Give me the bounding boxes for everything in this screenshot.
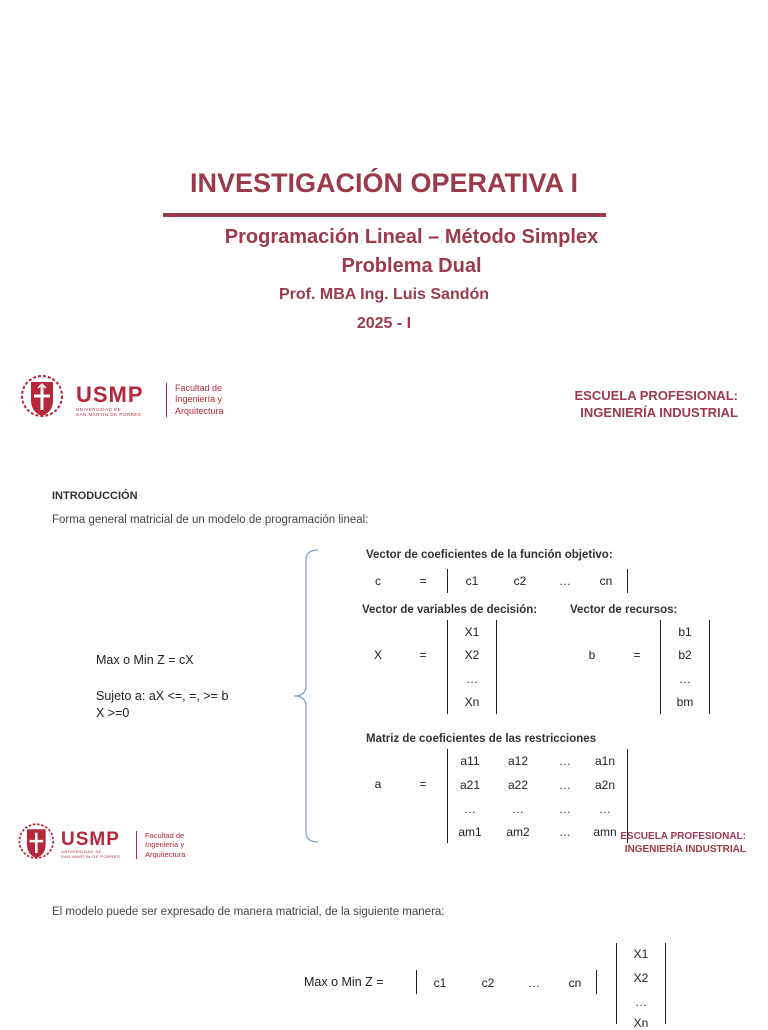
vector-c-left-bar [447,569,448,593]
faculty-small-line-3: Arquitectura [145,849,186,859]
logo-tagline-line-2: SAN MARTÍN DE PORRES [76,412,142,418]
matrix-form-c-4: cn [568,976,582,990]
school-label-small [620,830,746,856]
vector-c-value-4: cn [599,574,613,588]
model-nonneg: X >=0 [96,706,130,720]
matrix-form-text: El modelo puede ser expresado de manera matricial, de la siguiente manera: [52,906,445,918]
faculty-label [166,383,224,417]
matrix-a-cell: a12 [507,754,529,768]
vector-c-value-3: … [559,574,571,588]
matrix-a-cell: a2n [594,778,616,792]
vector-b-value-4: bm [676,695,694,709]
vector-c-right-bar [627,569,628,593]
matrix-form-c-right-bar [596,970,597,994]
vector-c-heading: Vector de coeficientes de la función objetivo: [366,549,613,561]
usmp-logo [18,374,248,424]
vector-x-eq: = [419,648,427,662]
school-small-line-1: ESCUELA PROFESIONAL: [620,831,746,842]
matrix-form-x-3: … [635,995,647,1009]
matrix-form-x-2: X2 [633,971,649,985]
faculty-line-2: Ingeniería y [175,394,223,405]
subtitle: Programación Lineal – Método Simplex [224,226,599,248]
vector-c-value-1: c1 [465,574,479,588]
matrix-a-cell: a11 [460,754,480,768]
matrix-a-cell: a21 [459,778,481,792]
matrix-form-x-4: Xn [633,1016,649,1030]
faculty-line-3: Arquitectura [175,405,224,416]
vector-b-symbol: b [588,648,596,662]
page-title: INVESTIGACIÓN OPERATIVA I [189,168,579,198]
matrix-a-cell: … [559,754,571,768]
matrix-a-cell: a1n [594,754,616,768]
vector-x-value-4: Xn [464,695,480,709]
matrix-form-x-1: X1 [633,947,649,961]
vector-x-value-2: X2 [464,648,480,662]
matrix-form-label: Max o Min Z = [304,975,384,989]
title-divider [163,213,606,217]
logo-tagline-small [61,850,120,860]
matrix-a-cell: … [559,825,571,839]
vector-x-symbol: X [373,648,382,662]
usmp-shield-icon [18,374,70,420]
matrix-a-eq: = [419,777,427,791]
faculty-label-small [136,831,185,859]
vector-b-value-2: b2 [678,648,692,662]
matrix-form-x-left-bar [616,943,617,1024]
faculty-small-line-1: Facultad de [145,831,185,840]
model-constraint: Sujeto a: aX <=, =, >= b [96,689,229,703]
vector-x-left-bar [447,620,448,714]
vector-c-value-2: c2 [513,574,527,588]
matrix-a-cell: … [559,778,571,792]
school-label [575,388,738,422]
logo-tagline-line-1: UNIVERSIDAD DE [76,407,122,412]
vector-b-value-1: b1 [678,625,692,639]
faculty-small-line-2: Ingeniería y [145,840,185,850]
vector-x-right-bar [496,620,497,714]
vector-x-value-1: X1 [464,625,480,639]
vector-x-value-3: … [466,672,478,686]
vector-b-eq: = [633,648,641,662]
logo-tagline-small-line-2: SAN MARTÍN DE PORRES [61,853,121,859]
matrix-a-cell: … [599,802,611,816]
faculty-line-1: Facultad de [175,383,223,393]
school-line-1: ESCUELA PROFESIONAL: [574,388,738,403]
logo-tagline-small-line-1: UNIVERSIDAD DE [61,849,103,854]
matrix-form-c-left-bar [416,970,417,994]
matrix-a-cell: … [464,802,476,816]
vector-b-heading: Vector de recursos: [570,604,678,616]
matrix-a-cell: a22 [507,778,529,792]
subtitle-dual: Problema Dual [341,255,482,277]
usmp-shield-icon-small [16,822,60,862]
matrix-form-c-3: … [528,976,540,990]
matrix-a-cell: … [559,802,571,816]
model-objective: Max o Min Z = cX [96,653,194,667]
vector-x-heading: Vector de variables de decisión: [362,604,538,616]
logo-name: USMP [76,382,144,407]
usmp-logo-small [16,822,206,864]
vector-b-left-bar [660,620,661,714]
matrix-form-c-1: c1 [433,976,447,990]
curly-brace-icon [288,548,320,844]
professor-name: Prof. MBA Ing. Luis Sandón [278,286,490,303]
matrix-a-symbol: a [374,777,382,791]
logo-name-small: USMP [61,829,120,850]
vector-c-symbol: c [375,574,381,588]
intro-text: Forma general matricial de un modelo de programación lineal: [52,514,369,526]
school-line-2: INGENIERÍA INDUSTRIAL [580,404,738,420]
matrix-a-cell: am2 [506,825,530,839]
matrix-form-x-right-bar [665,943,666,1024]
logo-tagline [76,407,141,418]
matrix-a-cell: am1 [458,825,482,839]
vector-b-value-3: … [679,672,691,686]
term: 2025 - I [356,315,412,332]
matrix-a-left-bar [447,749,448,843]
school-small-line-2: INGENIERÍA INDUSTRIAL [624,844,746,855]
matrix-a-right-bar [627,749,628,843]
matrix-a-heading: Matriz de coeficientes de las restricciones [366,733,597,745]
intro-heading: INTRODUCCIÓN [52,490,138,502]
matrix-a-cell: … [512,802,524,816]
matrix-form-c-2: c2 [481,976,495,990]
vector-b-right-bar [709,620,710,714]
matrix-a-cell: amn [593,825,617,839]
vector-c-eq: = [419,574,427,588]
